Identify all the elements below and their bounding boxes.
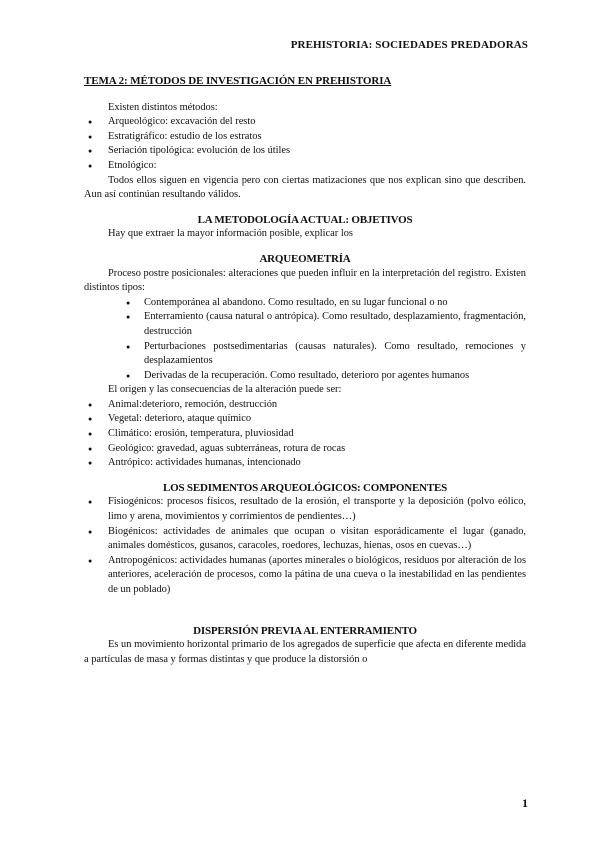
sedimentos-list bbox=[84, 495, 526, 597]
section-title-metodologia: LA METODOLOGÍA ACTUAL: OBJETIVOS bbox=[197, 213, 413, 226]
running-header: PREHISTORIA: SOCIEDADES PREDADORAS bbox=[290, 39, 528, 51]
list-item: ● Perturbaciones postsedimentarias (causas naturales). Como resultado, remociones y desplazamientos bbox=[84, 340, 526, 369]
list-item: ● Geológico: gravedad, aguas subterráneas, rotura de rocas bbox=[84, 442, 526, 457]
list-item: ● Fisiogénicos: procesos físicos, resultado de la erosión, el transporte y la deposición (polvo eólico, limo y arena, movimientos y corrimientos de pendientes…) bbox=[84, 495, 526, 524]
list-item: ● Animal:deterioro, remoción, destrucción bbox=[84, 398, 526, 413]
dispersion-text: Es un movimiento horizontal primario de los agregados de superficie que afecta en diferente medida a partículas de masa y formas distintas y que produce la distorsión o bbox=[84, 639, 526, 665]
intro-lead: Existen distintos métodos: bbox=[108, 101, 218, 113]
section-title-dispersion: DISPERSIÓN PREVIA AL ENTERRAMIENTO bbox=[193, 624, 417, 637]
origin-text: El origen y las consecuencias de la alteración puede ser: bbox=[108, 384, 342, 396]
list-item: ● Enterramiento (causa natural o antrópica). Como resultado, desplazamiento, fragmentación, destrucción bbox=[84, 310, 526, 339]
tema-title: TEMA 2: MÉTODOS DE INVESTIGACIÓN EN PREHISTORIA bbox=[84, 75, 392, 87]
list-item: ● Antrópico: actividades humanas, intencionado bbox=[84, 456, 526, 471]
methods-list bbox=[84, 115, 526, 173]
origins-list bbox=[84, 398, 526, 471]
list-item: ● Estratigráfico: estudio de los estratos bbox=[84, 130, 526, 145]
list-item: ● Vegetal: deterioro, ataque químico bbox=[84, 412, 526, 427]
intro-closing: Todos ellos siguen en vigencia pero con ciertas matizaciones que nos explican sino que describen. Aun así continúan resultando válidos. bbox=[84, 174, 526, 201]
list-item: ● Antropogénicos: actividades humanas (aportes minerales o biológicos, residuos por alteración de los anteriores, aceleración de procesos, como la pátina de una cueva o la inestabilidad en las pendientes de un poblado) bbox=[84, 554, 526, 598]
list-item: ● Biogénicos: actividades de animales que ocupan o visitan esporádicamente el lugar (ganado, animales domésticos, gusanos, caracoles, roedores, lechuzas, hienas, osos en cuevas…) bbox=[84, 525, 526, 554]
metodologia-text: Hay que extraer la mayor información posible, explicar los bbox=[108, 228, 353, 240]
list-item: ● Derivadas de la recuperación. Como resultado, deterioro por agentes humanos bbox=[84, 369, 526, 384]
page-number: 1 bbox=[522, 796, 528, 810]
list-item: ● Contemporánea al abandono. Como resultado, en su lugar funcional o no bbox=[84, 296, 526, 311]
page-content bbox=[84, 74, 526, 667]
alteration-types-list bbox=[84, 296, 526, 384]
list-item: ● Arqueológico: excavación del resto bbox=[84, 115, 526, 130]
arqueometria-text: Proceso postre posicionales: alteraciones que pueden influir en la interpretación del registro. Existen distintos tipos: bbox=[84, 267, 526, 294]
list-item: ● Etnológico: bbox=[84, 159, 526, 174]
list-item: ● Climático: erosión, temperatura, pluviosidad bbox=[84, 427, 526, 442]
section-title-arqueometria: ARQUEOMETRÍA bbox=[259, 252, 351, 265]
section-title-sedimentos: LOS SEDIMENTOS ARQUEOLÓGICOS: COMPONENTES bbox=[162, 481, 448, 494]
list-item: ● Seriación tipológica: evolución de los útiles bbox=[84, 144, 526, 159]
